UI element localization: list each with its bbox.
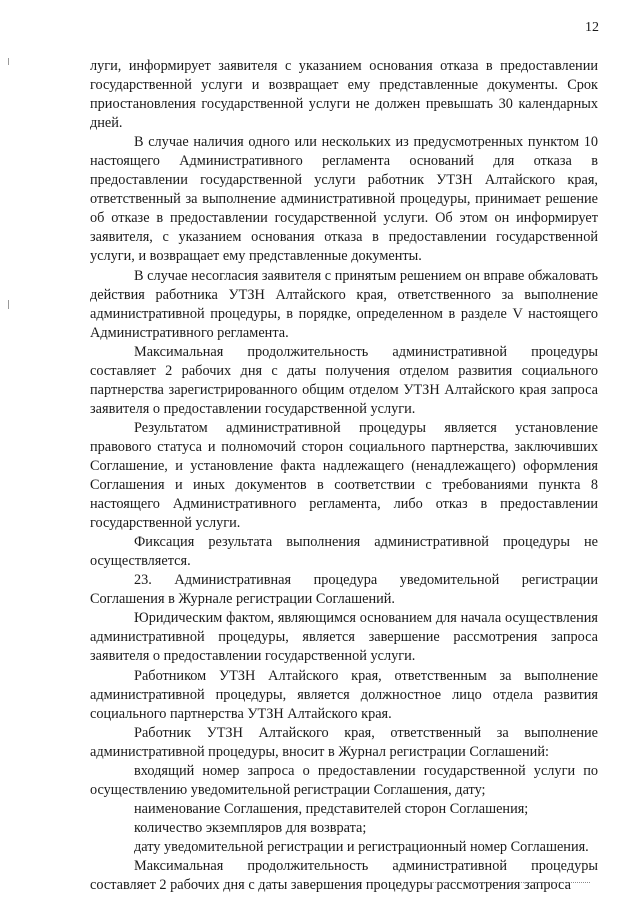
paragraph-journal-entry: Работник УТЗН Алтайского края, ответственный за выполнение административной процедуры, вносит в Журнал регистрации Соглашений: <box>90 724 598 760</box>
list-item-incoming-number: входящий номер запроса о предоставлении государственной услуги по осуществлению уведомительной регистрации Соглашения, дату; <box>90 762 598 798</box>
list-item-copies-count: количество экземпляров для возврата; <box>134 819 367 836</box>
paragraph-result: Результатом административной процедуры является установление правового статуса и полномочий сторон социального партнерства, заключивших Соглашение, и установление факта надлежащего (ненадлежащего) оформления Соглашения и иных документов в соответствии с требованиями пункта 8 настоящего Административного регламента, либо отказ в предоставлении государственной услуги. <box>90 419 598 532</box>
scan-margin-mark-bottom <box>8 300 9 309</box>
scan-bottom-line <box>430 882 590 883</box>
page-number: 12 <box>585 20 599 35</box>
paragraph-fixation: Фиксация результата выполнения административной процедуры не осуществляется. <box>90 534 598 570</box>
paragraph-refusal-grounds: В случае наличия одного или нескольких из предусмотренных пунктом 10 настоящего Административного регламента оснований для отказа в предоставлении государственной услуги работник УТЗН Алтайского края, ответственный за выполнение административной процедуры, принимает решение об отказе в предоставлении государственной услуги. Об этом он информирует заявителя, с указанием основания отказа в предоставлении государственной услуги, и возвращает ему представленные документы. <box>90 134 598 265</box>
document-body <box>90 57 598 895</box>
list-item-agreement-name: наименование Соглашения, представителей сторон Соглашения; <box>134 800 529 817</box>
paragraph-continuation: луги, информирует заявителя с указанием основания отказа в предоставлении государственной услуги и возвращает ему представленные документы. Срок приостановления государственной услуги не должен превышать 30 календарных дней. <box>90 58 598 132</box>
list-item-registration-date: дату уведомительной регистрации и регистрационный номер Соглашения. <box>134 838 589 855</box>
paragraph-max-duration: Максимальная продолжительность административной процедуры составляет 2 рабочих дня с даты получения отделом развития социального партнерства зарегистрированного общим отделом УТЗН Алтайского края запроса заявителя о предоставлении государственной услуги. <box>90 343 598 417</box>
paragraph-max-duration-2: Максимальная продолжительность административной процедуры составляет 2 рабочих дня с даты завершения процедуры рассмотрения запроса <box>90 857 598 894</box>
paragraph-legal-fact: Юридическим фактом, являющимся основанием для начала осуществления административной процедуры, является завершение рассмотрения запроса заявителя о предоставлении государственной услуги. <box>90 610 598 665</box>
paragraph-item-23: 23. Административная процедура уведомительной регистрации Соглашения в Журнале регистрации Соглашений. <box>90 572 598 608</box>
paragraph-responsible-worker: Работником УТЗН Алтайского края, ответственным за выполнение административной процедуры, является должностное лицо отдела развития социального партнерства УТЗН Алтайского края. <box>90 667 598 722</box>
paragraph-appeal: В случае несогласия заявителя с принятым решением он вправе обжаловать действия работника УТЗН Алтайского края, ответственного за выполнение административной процедуры, в порядке, определенном в разделе V настоящего Административного регламента. <box>90 267 598 341</box>
scan-margin-mark-top <box>8 58 9 65</box>
